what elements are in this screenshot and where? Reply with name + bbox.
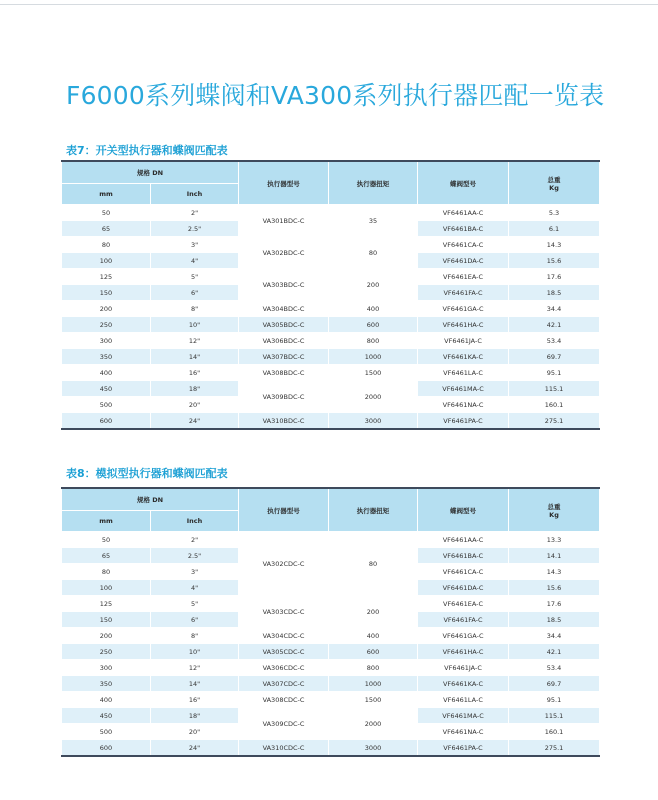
- cell-torque: 200: [329, 596, 418, 628]
- cell-weight: 15.6: [509, 253, 600, 269]
- cell-valve: VF6461PA-C: [418, 413, 509, 430]
- top-divider: [0, 4, 658, 5]
- cell-valve: VF6461CA-C: [418, 237, 509, 253]
- cell-valve: VF6461DA-C: [418, 253, 509, 269]
- cell-inch: 20": [151, 397, 239, 413]
- cell-mm: 400: [62, 692, 151, 708]
- cell-actuator: VA307CDC-C: [239, 676, 329, 692]
- cell-valve: VF6461GA-C: [418, 301, 509, 317]
- mm-header: mm: [62, 184, 151, 205]
- table-row: [62, 644, 600, 660]
- table-row: [62, 596, 600, 612]
- spec-dn-header: 规格 DN: [62, 161, 239, 184]
- cell-valve: VF6461NA-C: [418, 397, 509, 413]
- cell-inch: 14": [151, 349, 239, 365]
- cell-weight: 14.1: [509, 548, 600, 564]
- cell-actuator: VA305BDC-C: [239, 317, 329, 333]
- cell-weight: 14.3: [509, 237, 600, 253]
- cell-torque: 800: [329, 333, 418, 349]
- cell-weight: 275.1: [509, 740, 600, 757]
- cell-weight: 53.4: [509, 660, 600, 676]
- cell-valve: VF6461AA-C: [418, 205, 509, 221]
- cell-valve: VF6461MA-C: [418, 708, 509, 724]
- cell-actuator: VA302CDC-C: [239, 532, 329, 596]
- cell-mm: 100: [62, 580, 151, 596]
- cell-torque: 80: [329, 237, 418, 269]
- cell-weight: 17.6: [509, 596, 600, 612]
- table7-title: 表7：开关型执行器和蝶阀匹配表: [66, 144, 228, 157]
- table-row: [62, 365, 600, 381]
- cell-inch: 24": [151, 413, 239, 430]
- cell-actuator: VA309BDC-C: [239, 381, 329, 413]
- cell-inch: 14": [151, 676, 239, 692]
- cell-torque: 1500: [329, 365, 418, 381]
- table-row: [62, 237, 600, 253]
- cell-mm: 150: [62, 285, 151, 301]
- cell-mm: 50: [62, 205, 151, 221]
- cell-actuator: VA303CDC-C: [239, 596, 329, 628]
- weight-header-line2: Kg: [549, 510, 559, 519]
- cell-inch: 3": [151, 564, 239, 580]
- cell-valve: VF6461DA-C: [418, 580, 509, 596]
- cell-inch: 2.5": [151, 221, 239, 237]
- cell-mm: 300: [62, 660, 151, 676]
- cell-weight: 42.1: [509, 644, 600, 660]
- cell-mm: 500: [62, 724, 151, 740]
- cell-torque: 80: [329, 532, 418, 596]
- cell-torque: 400: [329, 301, 418, 317]
- cell-torque: 400: [329, 628, 418, 644]
- cell-mm: 500: [62, 397, 151, 413]
- cell-torque: 1500: [329, 692, 418, 708]
- weight-header-line2: Kg: [549, 183, 559, 192]
- cell-weight: 53.4: [509, 333, 600, 349]
- cell-valve: VF6461GA-C: [418, 628, 509, 644]
- cell-actuator: VA302BDC-C: [239, 237, 329, 269]
- table-row: [62, 740, 600, 757]
- cell-actuator: VA310CDC-C: [239, 740, 329, 757]
- cell-weight: 34.4: [509, 301, 600, 317]
- cell-valve: VF6461PA-C: [418, 740, 509, 757]
- cell-valve: VF6461EA-C: [418, 596, 509, 612]
- on-off-actuator-table: [61, 160, 600, 430]
- cell-weight: 275.1: [509, 413, 600, 430]
- torque-header: 执行器扭矩: [329, 488, 418, 532]
- cell-weight: 160.1: [509, 724, 600, 740]
- mm-header: mm: [62, 511, 151, 532]
- cell-weight: 95.1: [509, 692, 600, 708]
- table-row: [62, 301, 600, 317]
- cell-torque: 600: [329, 317, 418, 333]
- valve-model-header: 蝶阀型号: [418, 161, 509, 205]
- cell-mm: 250: [62, 317, 151, 333]
- cell-weight: 18.5: [509, 612, 600, 628]
- cell-actuator: VA308CDC-C: [239, 692, 329, 708]
- cell-weight: 34.4: [509, 628, 600, 644]
- table-row: [62, 381, 600, 397]
- table-row: [62, 660, 600, 676]
- weight-header: [509, 161, 600, 205]
- cell-valve: VF6461HA-C: [418, 317, 509, 333]
- cell-valve: VF6461CA-C: [418, 564, 509, 580]
- cell-weight: 42.1: [509, 317, 600, 333]
- cell-weight: 15.6: [509, 580, 600, 596]
- cell-valve: VF6461FA-C: [418, 612, 509, 628]
- cell-torque: 35: [329, 205, 418, 237]
- actuator-model-header: 执行器型号: [239, 488, 329, 532]
- cell-torque: 1000: [329, 676, 418, 692]
- cell-inch: 2.5": [151, 548, 239, 564]
- cell-valve: VF6461KA-C: [418, 349, 509, 365]
- cell-weight: 69.7: [509, 349, 600, 365]
- cell-torque: 600: [329, 644, 418, 660]
- cell-mm: 250: [62, 644, 151, 660]
- cell-inch: 4": [151, 253, 239, 269]
- actuator-model-header: 执行器型号: [239, 161, 329, 205]
- cell-inch: 16": [151, 365, 239, 381]
- cell-valve: VF6461BA-C: [418, 548, 509, 564]
- cell-weight: 17.6: [509, 269, 600, 285]
- cell-mm: 125: [62, 596, 151, 612]
- cell-actuator: VA309CDC-C: [239, 708, 329, 740]
- cell-mm: 450: [62, 708, 151, 724]
- cell-actuator: VA306CDC-C: [239, 660, 329, 676]
- cell-inch: 2": [151, 532, 239, 548]
- cell-valve: VF6461JA-C: [418, 333, 509, 349]
- inch-header: Inch: [151, 511, 239, 532]
- cell-mm: 600: [62, 413, 151, 430]
- table-row: [62, 692, 600, 708]
- table-row: [62, 205, 600, 221]
- cell-valve: VF6461LA-C: [418, 365, 509, 381]
- weight-header-line1: 总重: [547, 502, 561, 511]
- cell-inch: 20": [151, 724, 239, 740]
- table-row: [62, 708, 600, 724]
- cell-valve: VF6461FA-C: [418, 285, 509, 301]
- cell-weight: 6.1: [509, 221, 600, 237]
- cell-torque: 2000: [329, 708, 418, 740]
- cell-actuator: VA306BDC-C: [239, 333, 329, 349]
- valve-model-header: 蝶阀型号: [418, 488, 509, 532]
- cell-valve: VF6461KA-C: [418, 676, 509, 692]
- cell-valve: VF6461MA-C: [418, 381, 509, 397]
- cell-mm: 65: [62, 548, 151, 564]
- spec-dn-header: 规格 DN: [62, 488, 239, 511]
- cell-mm: 300: [62, 333, 151, 349]
- cell-weight: 115.1: [509, 708, 600, 724]
- cell-inch: 24": [151, 740, 239, 757]
- table-row: [62, 532, 600, 548]
- cell-inch: 18": [151, 708, 239, 724]
- table-row: [62, 317, 600, 333]
- table-row: [62, 628, 600, 644]
- cell-actuator: VA303BDC-C: [239, 269, 329, 301]
- cell-torque: 3000: [329, 740, 418, 757]
- cell-weight: 5.3: [509, 205, 600, 221]
- cell-mm: 600: [62, 740, 151, 757]
- cell-inch: 6": [151, 285, 239, 301]
- table-row: [62, 413, 600, 430]
- cell-mm: 50: [62, 532, 151, 548]
- cell-valve: VF6461EA-C: [418, 269, 509, 285]
- cell-actuator: VA307BDC-C: [239, 349, 329, 365]
- cell-actuator: VA308BDC-C: [239, 365, 329, 381]
- cell-actuator: VA304CDC-C: [239, 628, 329, 644]
- table-row: [62, 349, 600, 365]
- table-row: [62, 333, 600, 349]
- cell-torque: 3000: [329, 413, 418, 430]
- weight-header-line1: 总重: [547, 175, 561, 184]
- cell-valve: VF6461AA-C: [418, 532, 509, 548]
- cell-weight: 115.1: [509, 381, 600, 397]
- cell-inch: 16": [151, 692, 239, 708]
- cell-actuator: VA305CDC-C: [239, 644, 329, 660]
- cell-weight: 160.1: [509, 397, 600, 413]
- cell-mm: 100: [62, 253, 151, 269]
- cell-valve: VF6461LA-C: [418, 692, 509, 708]
- cell-actuator: VA304BDC-C: [239, 301, 329, 317]
- cell-mm: 350: [62, 349, 151, 365]
- cell-valve: VF6461HA-C: [418, 644, 509, 660]
- cell-inch: 5": [151, 596, 239, 612]
- table-row: [62, 676, 600, 692]
- cell-inch: 5": [151, 269, 239, 285]
- cell-weight: 95.1: [509, 365, 600, 381]
- cell-actuator: VA301BDC-C: [239, 205, 329, 237]
- analog-actuator-table: [61, 487, 600, 757]
- cell-torque: 800: [329, 660, 418, 676]
- cell-actuator: VA310BDC-C: [239, 413, 329, 430]
- inch-header: Inch: [151, 184, 239, 205]
- cell-inch: 8": [151, 628, 239, 644]
- cell-inch: 8": [151, 301, 239, 317]
- cell-torque: 2000: [329, 381, 418, 413]
- cell-mm: 400: [62, 365, 151, 381]
- cell-inch: 4": [151, 580, 239, 596]
- cell-weight: 14.3: [509, 564, 600, 580]
- cell-weight: 13.3: [509, 532, 600, 548]
- cell-mm: 125: [62, 269, 151, 285]
- cell-valve: VF6461JA-C: [418, 660, 509, 676]
- cell-inch: 12": [151, 333, 239, 349]
- cell-valve: VF6461BA-C: [418, 221, 509, 237]
- cell-torque: 1000: [329, 349, 418, 365]
- cell-mm: 65: [62, 221, 151, 237]
- cell-mm: 80: [62, 564, 151, 580]
- cell-inch: 3": [151, 237, 239, 253]
- torque-header: 执行器扭矩: [329, 161, 418, 205]
- cell-mm: 200: [62, 301, 151, 317]
- cell-inch: 12": [151, 660, 239, 676]
- table8-title: 表8：模拟型执行器和蝶阀匹配表: [66, 467, 228, 480]
- cell-weight: 69.7: [509, 676, 600, 692]
- cell-weight: 18.5: [509, 285, 600, 301]
- cell-inch: 6": [151, 612, 239, 628]
- cell-mm: 200: [62, 628, 151, 644]
- cell-inch: 2": [151, 205, 239, 221]
- cell-valve: VF6461NA-C: [418, 724, 509, 740]
- cell-mm: 80: [62, 237, 151, 253]
- table-row: [62, 269, 600, 285]
- cell-inch: 10": [151, 317, 239, 333]
- cell-inch: 18": [151, 381, 239, 397]
- cell-inch: 10": [151, 644, 239, 660]
- cell-torque: 200: [329, 269, 418, 301]
- cell-mm: 350: [62, 676, 151, 692]
- weight-header: [509, 488, 600, 532]
- cell-mm: 450: [62, 381, 151, 397]
- page-title: F6000系列蝶阀和VA300系列执行器匹配一览表: [66, 81, 605, 110]
- cell-mm: 150: [62, 612, 151, 628]
